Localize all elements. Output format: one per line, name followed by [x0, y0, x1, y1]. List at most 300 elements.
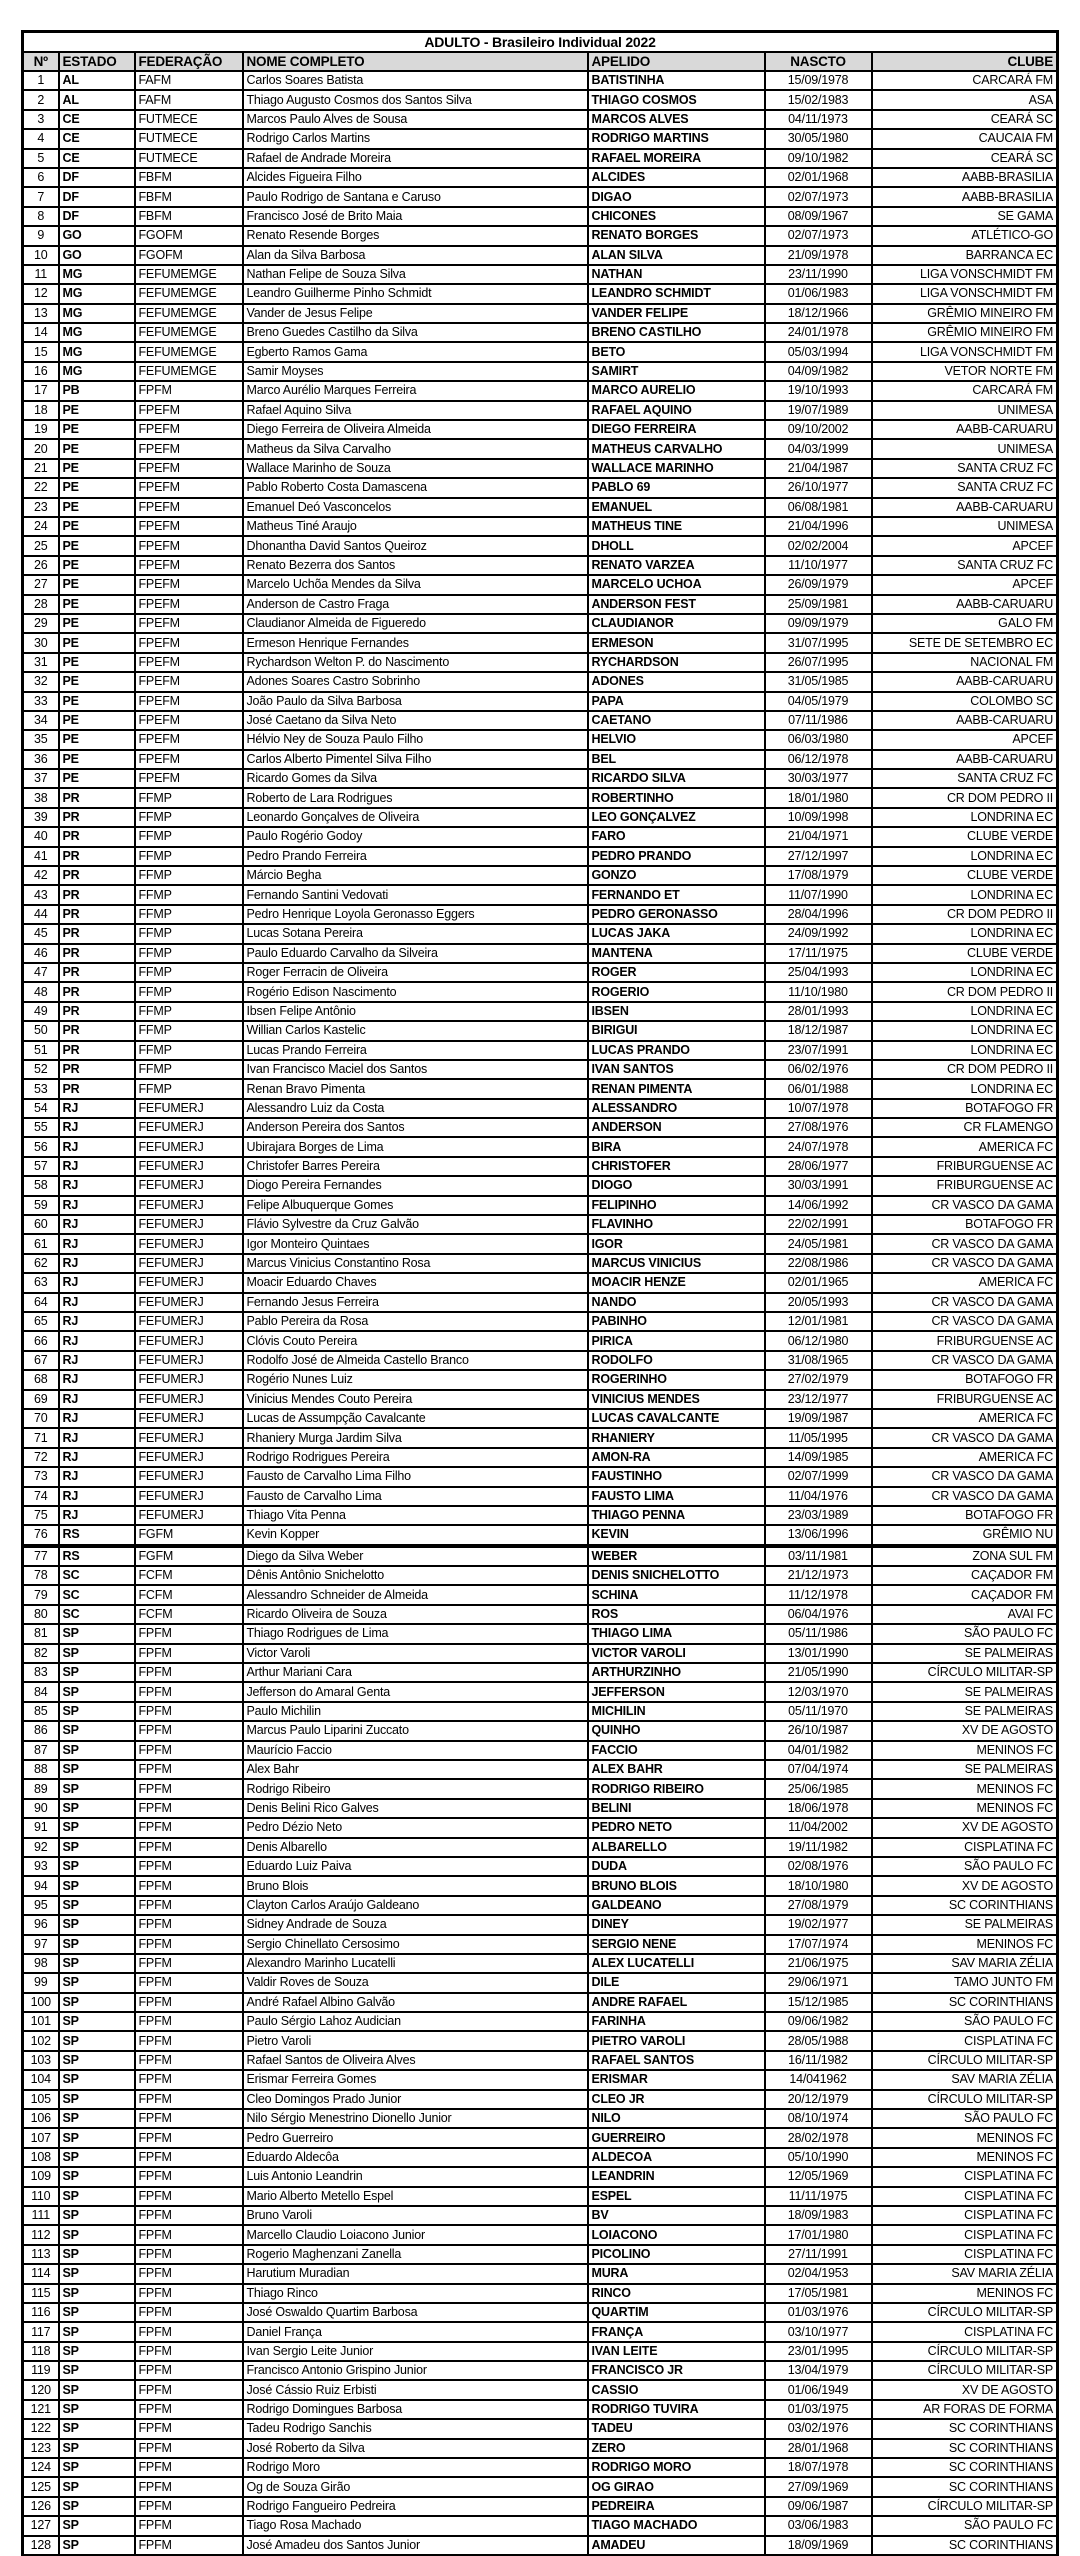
cell-nascto: 09/06/1987	[765, 2497, 872, 2516]
cell-federacao: FPFM	[135, 2167, 243, 2186]
table-row	[23, 1021, 1058, 1040]
table-row	[23, 963, 1058, 982]
cell-estado: DF	[59, 207, 135, 226]
cell-apelido: OG GIRAO	[588, 2477, 765, 2496]
cell-num: 90	[23, 1799, 59, 1818]
cell-federacao: FFMP	[135, 963, 243, 982]
cell-nascto: 31/08/1965	[765, 1351, 872, 1370]
cell-num: 122	[23, 2419, 59, 2438]
cell-num: 20	[23, 439, 59, 458]
cell-nome: Diego Ferreira de Oliveira Almeida	[243, 420, 588, 439]
cell-nome: Carlos Alberto Pimentel Silva Filho	[243, 750, 588, 769]
cell-nome: Cleo Domingos Prado Junior	[243, 2090, 588, 2109]
cell-nascto: 28/04/1996	[765, 905, 872, 924]
cell-nome: Rhaniery Murga Jardim Silva	[243, 1428, 588, 1447]
cell-nome: Matheus Tiné Araujo	[243, 517, 588, 536]
cell-clube: XV DE AGOSTO	[872, 1721, 1058, 1740]
cell-federacao: FPFM	[135, 1682, 243, 1701]
cell-clube: SC CORINTHIANS	[872, 2536, 1058, 2556]
cell-nome: Ivan Sergio Leite Junior	[243, 2342, 588, 2361]
cell-apelido: ALEX BAHR	[588, 1760, 765, 1779]
table-row	[23, 478, 1058, 497]
cell-apelido: ALBARELLO	[588, 1838, 765, 1857]
cell-nascto: 04/03/1999	[765, 439, 872, 458]
cell-apelido: NILO	[588, 2109, 765, 2128]
cell-nome: Rodrigo Domingues Barbosa	[243, 2400, 588, 2419]
cell-estado: PR	[59, 1002, 135, 1021]
cell-nascto: 13/06/1996	[765, 1525, 872, 1545]
cell-nome: Rodrigo Fangueiro Pedreira	[243, 2497, 588, 2516]
cell-clube: CARCARÁ FM	[872, 381, 1058, 400]
cell-nascto: 19/09/1987	[765, 1409, 872, 1428]
table-row	[23, 1409, 1058, 1428]
cell-num: 30	[23, 633, 59, 652]
cell-clube: CÍRCULO MILITAR-SP	[872, 2361, 1058, 2380]
cell-clube: AR FORAS DE FORMA	[872, 2400, 1058, 2419]
cell-federacao: FEFUMERJ	[135, 1293, 243, 1312]
cell-nascto: 23/01/1995	[765, 2342, 872, 2361]
cell-apelido: ROS	[588, 1605, 765, 1624]
cell-apelido: LUCAS CAVALCANTE	[588, 1409, 765, 1428]
cell-nome: Denis Albarello	[243, 1838, 588, 1857]
cell-apelido: FARINHA	[588, 2012, 765, 2031]
cell-nome: Pedro Henrique Loyola Geronasso Eggers	[243, 905, 588, 924]
cell-federacao: FFMP	[135, 1079, 243, 1098]
cell-clube: AABB-CARUARU	[872, 711, 1058, 730]
cell-nome: Sidney Andrade de Souza	[243, 1915, 588, 1934]
cell-apelido: PABINHO	[588, 1312, 765, 1331]
cell-clube: CR DOM PEDRO II	[872, 788, 1058, 807]
cell-clube: CISPLATINA FC	[872, 2225, 1058, 2244]
cell-estado: SP	[59, 1857, 135, 1876]
table-row	[23, 944, 1058, 963]
cell-federacao: FCFM	[135, 1585, 243, 1604]
cell-federacao: FBFM	[135, 168, 243, 187]
cell-nascto: 02/01/1968	[765, 168, 872, 187]
cell-federacao: FAFM	[135, 90, 243, 109]
table-row	[23, 1605, 1058, 1624]
cell-num: 108	[23, 2148, 59, 2167]
cell-estado: SC	[59, 1585, 135, 1604]
cell-num: 119	[23, 2361, 59, 2380]
cell-apelido: MANTENA	[588, 944, 765, 963]
cell-estado: SP	[59, 1644, 135, 1663]
cell-num: 24	[23, 517, 59, 536]
cell-clube: CÍRCULO MILITAR-SP	[872, 2303, 1058, 2322]
cell-num: 23	[23, 498, 59, 517]
cell-clube: AMERICA FC	[872, 1448, 1058, 1467]
cell-apelido: FRANCISCO JR	[588, 2361, 765, 2380]
cell-num: 31	[23, 653, 59, 672]
cell-estado: MG	[59, 362, 135, 381]
cell-nascto: 26/07/1995	[765, 653, 872, 672]
cell-num: 38	[23, 788, 59, 807]
cell-nome: Rodrigo Carlos Martins	[243, 129, 588, 148]
cell-nome: Sergio Chinellato Cersosimo	[243, 1935, 588, 1954]
cell-nome: Breno Guedes Castilho da Silva	[243, 323, 588, 342]
cell-estado: RJ	[59, 1215, 135, 1234]
cell-nascto: 25/06/1985	[765, 1779, 872, 1798]
cell-nascto: 01/06/1983	[765, 284, 872, 303]
table-row	[23, 1428, 1058, 1447]
cell-nome: Alessandro Luiz da Costa	[243, 1099, 588, 1118]
cell-nascto: 06/02/1976	[765, 1060, 872, 1079]
cell-apelido: BELINI	[588, 1799, 765, 1818]
cell-apelido: BATISTINHA	[588, 71, 765, 90]
cell-estado: SP	[59, 2128, 135, 2147]
cell-nascto: 02/04/1953	[765, 2264, 872, 2283]
cell-apelido: FELIPINHO	[588, 1196, 765, 1215]
cell-nome: José Amadeu dos Santos Junior	[243, 2536, 588, 2556]
cell-num: 28	[23, 595, 59, 614]
table-row	[23, 401, 1058, 420]
cell-nome: Leonardo Gonçalves de Oliveira	[243, 808, 588, 827]
cell-clube: AABB-CARUARU	[872, 672, 1058, 691]
cell-nome: Eduardo Aldecôa	[243, 2148, 588, 2167]
table-row	[23, 1487, 1058, 1506]
cell-clube: CÍRCULO MILITAR-SP	[872, 2342, 1058, 2361]
cell-num: 22	[23, 478, 59, 497]
cell-nascto: 27/09/1969	[765, 2477, 872, 2496]
cell-federacao: FEFUMERJ	[135, 1157, 243, 1176]
table-row	[23, 536, 1058, 555]
table-row	[23, 362, 1058, 381]
cell-nascto: 28/06/1977	[765, 1157, 872, 1176]
cell-nascto: 27/08/1979	[765, 1896, 872, 1915]
cell-apelido: IBSEN	[588, 1002, 765, 1021]
cell-clube: SC CORINTHIANS	[872, 2477, 1058, 2496]
cell-nascto: 01/03/1976	[765, 2303, 872, 2322]
cell-clube: LONDRINA EC	[872, 1002, 1058, 1021]
cell-estado: PR	[59, 827, 135, 846]
cell-nome: Marcelo Uchõa Mendes da Silva	[243, 575, 588, 594]
table-row	[23, 866, 1058, 885]
cell-num: 103	[23, 2051, 59, 2070]
cell-nascto: 05/11/1986	[765, 1624, 872, 1643]
cell-nascto: 28/01/1968	[765, 2439, 872, 2458]
cell-apelido: PAPA	[588, 692, 765, 711]
cell-estado: RJ	[59, 1254, 135, 1273]
cell-clube: CR VASCO DA GAMA	[872, 1351, 1058, 1370]
table-row	[23, 439, 1058, 458]
cell-apelido: PEDRO PRANDO	[588, 847, 765, 866]
cell-nascto: 12/05/1969	[765, 2167, 872, 2186]
cell-estado: PR	[59, 905, 135, 924]
cell-estado: PE	[59, 478, 135, 497]
cell-federacao: FPEFM	[135, 595, 243, 614]
cell-apelido: ROBERTINHO	[588, 788, 765, 807]
cell-nome: Pedro Dézio Neto	[243, 1818, 588, 1837]
cell-estado: CE	[59, 110, 135, 129]
cell-federacao: FEFUMERJ	[135, 1254, 243, 1273]
cell-estado: MG	[59, 265, 135, 284]
cell-federacao: FPFM	[135, 2128, 243, 2147]
cell-nome: Emanuel Deó Vasconcelos	[243, 498, 588, 517]
cell-federacao: FGFM	[135, 1546, 243, 1566]
cell-nome: Willian Carlos Kastelic	[243, 1021, 588, 1040]
cell-federacao: FEFUMEMGE	[135, 362, 243, 381]
cell-federacao: FEFUMERJ	[135, 1351, 243, 1370]
cell-clube: CLUBE VERDE	[872, 944, 1058, 963]
cell-apelido: DUDA	[588, 1857, 765, 1876]
table-row	[23, 2090, 1058, 2109]
cell-nome: Marcello Claudio Loiacono Junior	[243, 2225, 588, 2244]
cell-nascto: 13/01/1990	[765, 1644, 872, 1663]
cell-apelido: ESPEL	[588, 2187, 765, 2206]
cell-nome: Roberto de Lara Rodrigues	[243, 788, 588, 807]
cell-apelido: GUERREIRO	[588, 2128, 765, 2147]
table-row	[23, 90, 1058, 109]
cell-nome: Egberto Ramos Gama	[243, 342, 588, 361]
cell-nascto: 23/03/1989	[765, 1506, 872, 1525]
table-row	[23, 1566, 1058, 1585]
cell-num: 66	[23, 1331, 59, 1350]
cell-clube: SE PALMEIRAS	[872, 1682, 1058, 1701]
cell-clube: AMERICA FC	[872, 1409, 1058, 1428]
cell-num: 126	[23, 2497, 59, 2516]
cell-clube: LONDRINA EC	[872, 885, 1058, 904]
cell-estado: RJ	[59, 1293, 135, 1312]
cell-apelido: EMANUEL	[588, 498, 765, 517]
cell-nome: Marco Aurélio Marques Ferreira	[243, 381, 588, 400]
cell-nome: Alan da Silva Barbosa	[243, 246, 588, 265]
cell-estado: SP	[59, 1799, 135, 1818]
cell-clube: NACIONAL FM	[872, 653, 1058, 672]
table-row	[23, 1370, 1058, 1389]
cell-apelido: MARCOS ALVES	[588, 110, 765, 129]
table-row	[23, 517, 1058, 536]
cell-apelido: FAUSTINHO	[588, 1467, 765, 1486]
cell-estado: PE	[59, 420, 135, 439]
cell-estado: RJ	[59, 1370, 135, 1389]
table-row	[23, 246, 1058, 265]
table-row	[23, 71, 1058, 90]
table-row	[23, 2031, 1058, 2050]
cell-estado: SP	[59, 2400, 135, 2419]
cell-num: 5	[23, 149, 59, 168]
table-row	[23, 1157, 1058, 1176]
cell-apelido: RODRIGO MARTINS	[588, 129, 765, 148]
cell-clube: CR VASCO DA GAMA	[872, 1312, 1058, 1331]
cell-federacao: FEFUMEMGE	[135, 265, 243, 284]
table-row	[23, 284, 1058, 303]
cell-estado: PR	[59, 847, 135, 866]
cell-nascto: 15/12/1985	[765, 1993, 872, 2012]
cell-nascto: 18/12/1966	[765, 304, 872, 323]
cell-federacao: FPFM	[135, 1624, 243, 1643]
cell-nascto: 17/01/1980	[765, 2225, 872, 2244]
table-row	[23, 207, 1058, 226]
cell-num: 82	[23, 1644, 59, 1663]
cell-clube: CISPLATINA FC	[872, 2031, 1058, 2050]
cell-nome: Moacir Eduardo Chaves	[243, 1273, 588, 1292]
cell-nascto: 30/03/1977	[765, 769, 872, 788]
cell-nascto: 18/09/1969	[765, 2536, 872, 2556]
cell-estado: PR	[59, 963, 135, 982]
cell-nascto: 03/02/1976	[765, 2419, 872, 2438]
cell-estado: AL	[59, 90, 135, 109]
cell-nascto: 07/11/1986	[765, 711, 872, 730]
table-row	[23, 1876, 1058, 1895]
cell-federacao: FFMP	[135, 924, 243, 943]
cell-federacao: FFMP	[135, 885, 243, 904]
cell-federacao: FPFM	[135, 1779, 243, 1798]
cell-estado: SP	[59, 1741, 135, 1760]
cell-nascto: 03/10/1977	[765, 2322, 872, 2341]
table-row	[23, 110, 1058, 129]
cell-apelido: HELVIO	[588, 730, 765, 749]
cell-clube: CISPLATINA FC	[872, 1838, 1058, 1857]
cell-nascto: 03/11/1981	[765, 1546, 872, 1566]
cell-num: 18	[23, 401, 59, 420]
cell-federacao: FPEFM	[135, 692, 243, 711]
cell-clube: MENINOS FC	[872, 2128, 1058, 2147]
cell-num: 79	[23, 1585, 59, 1604]
cell-num: 29	[23, 614, 59, 633]
cell-apelido: RENATO VARZEA	[588, 556, 765, 575]
table-row	[23, 905, 1058, 924]
cell-apelido: PICOLINO	[588, 2245, 765, 2264]
cell-nome: Anderson Pereira dos Santos	[243, 1118, 588, 1137]
cell-apelido: ALDECOA	[588, 2148, 765, 2167]
cell-clube: GRÊMIO MINEIRO FM	[872, 304, 1058, 323]
cell-nome: Paulo Rodrigo de Santana e Caruso	[243, 187, 588, 206]
cell-num: 105	[23, 2090, 59, 2109]
cell-apelido: DHOLL	[588, 536, 765, 555]
cell-num: 40	[23, 827, 59, 846]
cell-estado: SP	[59, 1896, 135, 1915]
cell-federacao: FPFM	[135, 2245, 243, 2264]
cell-federacao: FPFM	[135, 2187, 243, 2206]
cell-num: 12	[23, 284, 59, 303]
cell-federacao: FPEFM	[135, 459, 243, 478]
table-row	[23, 1079, 1058, 1098]
cell-nascto: 24/07/1978	[765, 1137, 872, 1156]
cell-nome: Diego da Silva Weber	[243, 1546, 588, 1566]
table-row	[23, 2497, 1058, 2516]
table-row	[23, 323, 1058, 342]
cell-federacao: FEFUMEMGE	[135, 304, 243, 323]
cell-num: 44	[23, 905, 59, 924]
cell-nome: Mario Alberto Metello Espel	[243, 2187, 588, 2206]
cell-clube: LONDRINA EC	[872, 963, 1058, 982]
cell-nascto: 11/04/2002	[765, 1818, 872, 1837]
cell-num: 86	[23, 1721, 59, 1740]
table-row	[23, 1818, 1058, 1837]
cell-nome: Rogério Edison Nascimento	[243, 982, 588, 1001]
cell-federacao: FEFUMERJ	[135, 1331, 243, 1350]
table-row	[23, 1525, 1058, 1545]
cell-nome: Lucas de Assumpção Cavalcante	[243, 1409, 588, 1428]
cell-apelido: ALAN SILVA	[588, 246, 765, 265]
cell-estado: SP	[59, 1973, 135, 1992]
table-row	[23, 1506, 1058, 1525]
cell-clube: CR DOM PEDRO II	[872, 905, 1058, 924]
cell-num: 107	[23, 2128, 59, 2147]
cell-num: 50	[23, 1021, 59, 1040]
cell-apelido: CASSIO	[588, 2380, 765, 2399]
cell-clube: AABB-BRASILIA	[872, 168, 1058, 187]
cell-federacao: FPEFM	[135, 614, 243, 633]
cell-federacao: FPFM	[135, 2516, 243, 2535]
cell-apelido: RODRIGO RIBEIRO	[588, 1779, 765, 1798]
table-row	[23, 769, 1058, 788]
cell-federacao: FEFUMERJ	[135, 1487, 243, 1506]
table-row	[23, 1118, 1058, 1137]
cell-federacao: FFMP	[135, 982, 243, 1001]
cell-clube: CR VASCO DA GAMA	[872, 1428, 1058, 1447]
cell-apelido: KEVIN	[588, 1525, 765, 1545]
cell-federacao: FPEFM	[135, 420, 243, 439]
cell-num: 26	[23, 556, 59, 575]
cell-estado: PE	[59, 459, 135, 478]
cell-clube: SAV MARIA ZÉLIA	[872, 2264, 1058, 2283]
cell-federacao: FPFM	[135, 2090, 243, 2109]
cell-estado: DF	[59, 168, 135, 187]
cell-federacao: FFMP	[135, 847, 243, 866]
table-row	[23, 2167, 1058, 2186]
cell-nascto: 08/09/1967	[765, 207, 872, 226]
cell-clube: SE GAMA	[872, 207, 1058, 226]
cell-nascto: 26/09/1979	[765, 575, 872, 594]
cell-num: 81	[23, 1624, 59, 1643]
table-row	[23, 498, 1058, 517]
cell-nascto: 03/06/1983	[765, 2516, 872, 2535]
table-row	[23, 2516, 1058, 2535]
cell-num: 113	[23, 2245, 59, 2264]
cell-apelido: ANDERSON	[588, 1118, 765, 1137]
cell-clube: CR VASCO DA GAMA	[872, 1234, 1058, 1253]
cell-num: 2	[23, 90, 59, 109]
cell-federacao: FPEFM	[135, 750, 243, 769]
cell-apelido: BRENO CASTILHO	[588, 323, 765, 342]
cell-apelido: MICHILIN	[588, 1702, 765, 1721]
cell-clube: CISPLATINA FC	[872, 2206, 1058, 2225]
table-row	[23, 2322, 1058, 2341]
cell-nascto: 23/12/1977	[765, 1390, 872, 1409]
cell-nome: Matheus da Silva Carvalho	[243, 439, 588, 458]
cell-federacao: FEFUMERJ	[135, 1118, 243, 1137]
cell-federacao: FPFM	[135, 1644, 243, 1663]
cell-nascto: 07/04/1974	[765, 1760, 872, 1779]
cell-federacao: FPFM	[135, 1915, 243, 1934]
cell-apelido: ALCIDES	[588, 168, 765, 187]
cell-nascto: 24/01/1978	[765, 323, 872, 342]
cell-clube: APCEF	[872, 730, 1058, 749]
cell-nascto: 11/10/1980	[765, 982, 872, 1001]
cell-apelido: VICTOR VAROLI	[588, 1644, 765, 1663]
cell-nascto: 18/07/1978	[765, 2458, 872, 2477]
table-row	[23, 711, 1058, 730]
cell-federacao: FPEFM	[135, 575, 243, 594]
cell-estado: MG	[59, 284, 135, 303]
cell-estado: PE	[59, 769, 135, 788]
cell-apelido: RAFAEL AQUINO	[588, 401, 765, 420]
table-row	[23, 342, 1058, 361]
cell-num: 45	[23, 924, 59, 943]
cell-apelido: ROGERIO	[588, 982, 765, 1001]
cell-apelido: RINCO	[588, 2284, 765, 2303]
cell-num: 13	[23, 304, 59, 323]
cell-nome: Harutium Muradian	[243, 2264, 588, 2283]
cell-nome: Ricardo Gomes da Silva	[243, 769, 588, 788]
cell-federacao: FFMP	[135, 1021, 243, 1040]
cell-apelido: PEDREIRA	[588, 2497, 765, 2516]
cell-clube: MENINOS FC	[872, 1799, 1058, 1818]
cell-nome: Bruno Varoli	[243, 2206, 588, 2225]
cell-nascto: 30/03/1991	[765, 1176, 872, 1195]
cell-estado: SP	[59, 2380, 135, 2399]
